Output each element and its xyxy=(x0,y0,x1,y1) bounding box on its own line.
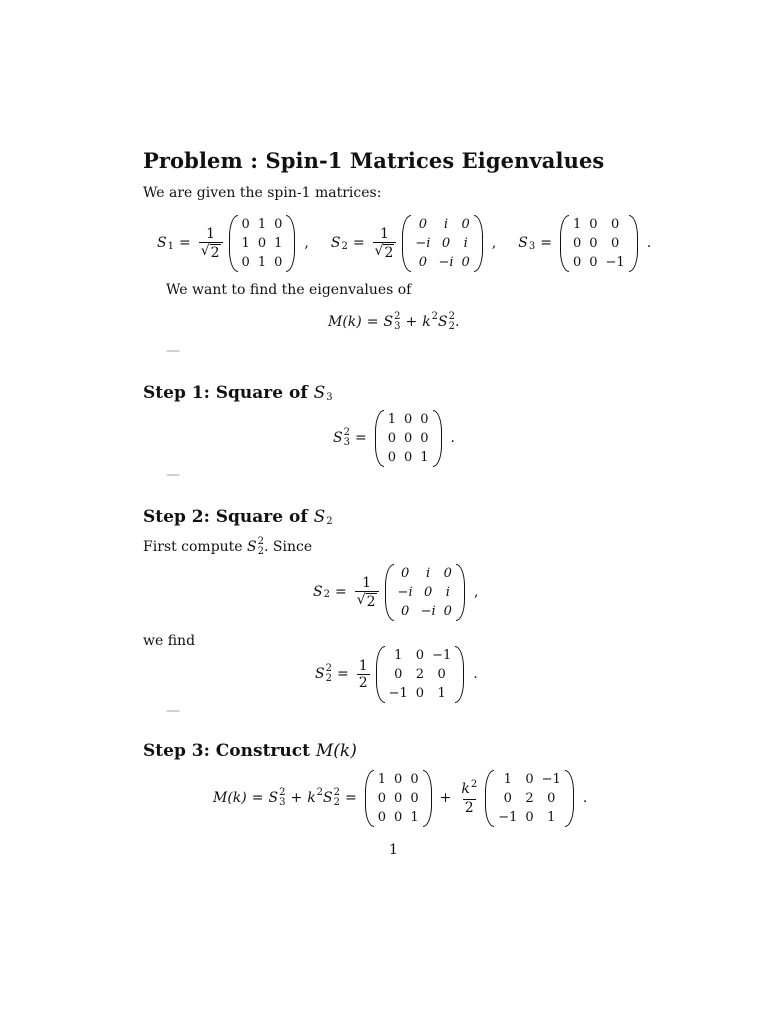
matrix-entry: 0 xyxy=(410,771,419,787)
matrix-entry: 0 xyxy=(377,790,387,806)
s2-squared-matrix xyxy=(376,646,465,703)
intro-text: We are given the spin-1 matrices: xyxy=(143,185,382,201)
s2-symbol: $S_2$ xyxy=(330,235,348,252)
matrix-entry: 0 xyxy=(441,235,451,251)
matrix-entry: 1 xyxy=(394,647,403,663)
matrix-entry: 0 xyxy=(503,790,512,806)
we-find-text: we find xyxy=(143,633,196,649)
matrix-entry: 0 xyxy=(424,584,433,600)
s2-coefficient: 1 √ 2 xyxy=(373,226,397,261)
s2-matrix-repeat xyxy=(385,564,465,621)
matrix-entry: 0 xyxy=(525,809,534,825)
s3-matrix xyxy=(560,215,638,272)
matrix-entry: 0 xyxy=(403,430,413,446)
matrix-entry: 0 xyxy=(443,565,452,581)
s2-definition-equation: S $_2$ = 1 √ 2 0 i 0 −i 0 i 0 −i 0 , xyxy=(313,565,479,619)
m-left-matrix xyxy=(365,770,432,827)
matrix-entry: 1 xyxy=(437,685,446,701)
separator: — xyxy=(166,343,180,359)
matrix-entry: 1 xyxy=(257,254,267,270)
matrix-entry: 0 xyxy=(400,603,410,619)
matrix-entry: −1 xyxy=(432,647,452,663)
matrix-entry: −1 xyxy=(388,685,408,701)
page-title: Problem : Spin-1 Matrices Eigenvalues xyxy=(143,148,605,173)
matrix-entry: 0 xyxy=(403,449,413,465)
step2-heading: Step 2: Square of $S_2$ xyxy=(143,507,333,527)
s3-squared-matrix xyxy=(375,410,442,467)
s2-squared-equation: S 2 2 = $\frac{1}{2}$ 1 0 −1 0 2 0 −1 0 1 . xyxy=(315,647,478,701)
matrix-entry: −1 xyxy=(498,809,518,825)
matrix-entry: i xyxy=(463,235,468,251)
matrix-entry: 1 xyxy=(274,235,283,251)
matrix-entry: 0 xyxy=(400,565,410,581)
s2-matrix xyxy=(402,215,482,272)
given-matrices-equation: $S_1$ = 1 √ 2 0 1 0 1 0 1 0 1 0 , $S_2$ = 1 √ 2 0 i 0 −i 0 i 0 −i 0 , $S_3$ = 1 0 0 0 0 0 0 0 −1 . xyxy=(157,216,652,270)
matrix-entry: 0 xyxy=(410,790,419,806)
matrix-entry: 0 xyxy=(377,809,387,825)
matrix-entry: 0 xyxy=(610,235,620,251)
goal-equation: M(k) = S 2 3 + k $^2$ S 2 2 . xyxy=(328,310,460,332)
matrix-entry: 0 xyxy=(461,216,470,232)
matrix-entry: 1 xyxy=(257,216,267,232)
step1-equation: S 2 3 = 1 0 0 0 0 0 0 0 1 . xyxy=(333,411,455,465)
matrix-entry: 0 xyxy=(274,216,283,232)
matrix-entry: 0 xyxy=(418,216,428,232)
matrix-entry: 1 xyxy=(410,809,419,825)
matrix-entry: −i xyxy=(415,235,431,251)
matrix-entry: −i xyxy=(397,584,413,600)
step3-heading: Step 3: Construct M(k) xyxy=(143,741,357,761)
matrix-entry: −1 xyxy=(541,771,561,787)
s1-symbol: $S_1$ xyxy=(157,235,174,252)
matrix-entry: 2 xyxy=(415,666,425,682)
matrix-entry: 0 xyxy=(415,647,425,663)
matrix-entry: 0 xyxy=(443,603,452,619)
goal-text: We want to find the eigenvalues of xyxy=(166,282,412,298)
matrix-entry: 0 xyxy=(589,254,598,270)
s1-coefficient: 1 √ 2 xyxy=(199,226,223,261)
matrix-entry: 0 xyxy=(610,216,620,232)
matrix-entry: 1 xyxy=(420,449,429,465)
matrix-entry: 1 xyxy=(377,771,387,787)
matrix-entry: −i xyxy=(438,254,454,270)
matrix-entry: 2 xyxy=(525,790,534,806)
matrix-entry: 0 xyxy=(394,790,403,806)
matrix-entry: 0 xyxy=(589,216,598,232)
s3-symbol: $S_3$ xyxy=(518,235,536,252)
matrix-entry: 0 xyxy=(394,809,403,825)
separator: — xyxy=(166,467,180,483)
matrix-entry: 0 xyxy=(420,430,429,446)
separator: — xyxy=(166,703,180,719)
matrix-entry: −i xyxy=(420,603,436,619)
matrix-entry: 1 xyxy=(387,411,396,427)
matrix-entry: i xyxy=(445,584,450,600)
matrix-entry: 0 xyxy=(525,771,534,787)
m-right-matrix xyxy=(485,770,574,827)
matrix-entry: 0 xyxy=(274,254,283,270)
matrix-entry: 1 xyxy=(503,771,512,787)
matrix-entry: 0 xyxy=(572,235,582,251)
matrix-entry: 0 xyxy=(257,235,267,251)
matrix-entry: 0 xyxy=(241,216,250,232)
matrix-entry: 1 xyxy=(241,235,250,251)
matrix-entry: 0 xyxy=(387,430,396,446)
matrix-entry: i xyxy=(443,216,449,232)
matrix-entry: 0 xyxy=(547,790,556,806)
matrix-entry: 0 xyxy=(437,666,446,682)
matrix-entry: 0 xyxy=(420,411,429,427)
page-number: 1 xyxy=(389,842,398,858)
matrix-entry: 1 xyxy=(572,216,582,232)
step1-heading: Step 1: Square of $S_3$ xyxy=(143,383,333,403)
matrix-entry: 0 xyxy=(461,254,470,270)
matrix-entry: 0 xyxy=(589,235,598,251)
matrix-entry: 0 xyxy=(241,254,250,270)
matrix-entry: 0 xyxy=(394,666,403,682)
s1-matrix xyxy=(229,215,296,272)
matrix-entry: 1 xyxy=(547,809,556,825)
matrix-entry: 0 xyxy=(415,685,425,701)
step2-intro: First compute S 2 2 . Since xyxy=(143,536,313,557)
matrix-entry: i xyxy=(426,565,431,581)
matrix-entry: −1 xyxy=(605,254,625,270)
matrix-entry: 0 xyxy=(418,254,428,270)
step3-equation: M(k) = S 2 3 + k $^2$ S 2 2 = 1 0 0 0 0 0 0 0 1 + $\frac{k^2}{2}$ 1 0 −1 0 2 0 −1 0 1 . xyxy=(213,771,588,825)
matrix-entry: 0 xyxy=(572,254,582,270)
matrix-entry: 0 xyxy=(394,771,403,787)
matrix-entry: 0 xyxy=(403,411,413,427)
matrix-entry: 0 xyxy=(387,449,396,465)
